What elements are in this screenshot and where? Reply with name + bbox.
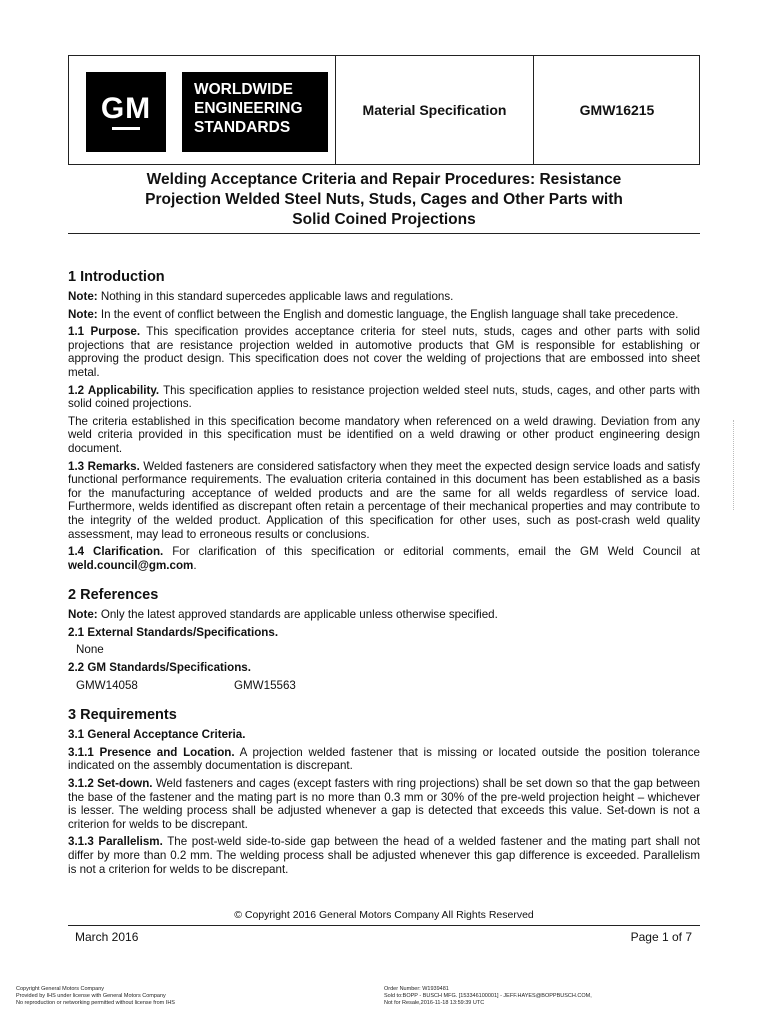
- margin-watermark-dots: [733, 420, 736, 510]
- footer-date: March 2016: [75, 930, 139, 944]
- note-paragraph: [68, 290, 700, 304]
- paragraph-text: A projection welded fastener that is missing or located outside the position tolerance indicated on the assembly documentation is discrepant.: [68, 745, 700, 773]
- parallelism-paragraph: [68, 835, 700, 876]
- section-heading: 2 References: [68, 587, 159, 604]
- paragraph-label: 3.1.3 Parallelism.: [68, 835, 163, 849]
- gm-logo: [86, 72, 166, 152]
- fine-print-line: Copyright General Motors Company: [16, 986, 105, 992]
- paragraph-label: 1.1 Purpose.: [68, 325, 141, 339]
- note-paragraph: [68, 608, 700, 622]
- setdown-paragraph: [68, 777, 700, 831]
- section-heading: 1 Introduction: [68, 269, 165, 285]
- note-label: Note:: [68, 307, 98, 321]
- criteria-paragraph: The criteria established in this specification become mandatory when referenced on a weld drawing. Deviation from any weld criteria provided in this specification must be identified on a weld drawing or other product engineering design document.: [68, 414, 700, 455]
- title-line: Projection Welded Steel Nuts, Studs, Cages and Other Parts with: [145, 191, 623, 208]
- title-rule: [68, 233, 700, 234]
- document-type: Material Specification: [362, 102, 507, 118]
- paragraph-text: Welded fasteners are considered satisfactory when they meet the expected design service loads and satisfy functional performance requirements. The evaluation criteria contained in this document has been established as a basis for the manufacturing acceptance of welded products and are the same for all welds regardless of service load. Furthermore, welds identified as discrepant often retain a percentage of their mechanical properties and may contribute to the integrity of the welded product. Application of this specification for other uses, such as post-crash weld quality assessment, may lead to erroneous results or conclusions.: [68, 459, 701, 541]
- purpose-paragraph: [68, 325, 700, 379]
- paragraph-label: 1.4 Clarification.: [68, 545, 164, 559]
- fine-print-line: No reproduction or networking permitted without license from IHS: [16, 1000, 175, 1006]
- fine-print-line: Not for Resale,2016-11-18 13:59:39 UTC: [384, 1000, 485, 1006]
- paragraph-text: The post-weld side-to-side gap between the head of a welded fastener and the mating part shall not differ by more than 0.2 mm. The welding process shall be adjusted whenever this gap difference is exceeded. Parallelism is not a criterion for welds to be discrepant.: [68, 835, 700, 876]
- worldwide-engineering-standards-logo: [182, 72, 328, 152]
- note-text: In the event of conflict between the English and domestic language, the English language shall take precedence.: [97, 307, 679, 321]
- fine-print-line: Provided by IHS under license with General Motors Company: [16, 993, 166, 999]
- document-title: [68, 170, 700, 230]
- presence-paragraph: [68, 746, 700, 773]
- section-gap: [68, 696, 700, 706]
- standards-line: STANDARDS: [194, 119, 291, 136]
- subsection-heading: [68, 626, 700, 640]
- gm-standard-item: GMW15563: [234, 678, 296, 692]
- note-label: Note:: [68, 290, 98, 303]
- applicability-paragraph: [68, 384, 700, 411]
- footer-rule: [68, 925, 700, 926]
- paragraph-label: 3.1.1 Presence and Location.: [68, 745, 235, 759]
- note-label: Note:: [68, 608, 98, 622]
- subsection-heading: [68, 661, 700, 675]
- gm-logo-underline: [112, 127, 140, 130]
- paragraph-text: Weld fasteners and cages (except fasters with ring projections) shall be set down so that the gap between the base of the fastener and the mating part is no more than 0.3 mm or 30% of the pre-weld projection height – whichever is lesser. The welding process shall be adjusted whenever a gap is detected that exceeds this value. Set-down is not a criterion for welds to be discrepant.: [68, 777, 700, 831]
- document-body: [68, 268, 700, 880]
- paragraph-text: For clarification of this specification or editorial comments, email the GM Weld Council at: [163, 545, 700, 559]
- gm-standard-item: GMW14058: [76, 678, 138, 692]
- note-text: Only the latest approved standards are applicable unless otherwise specified.: [97, 608, 498, 622]
- document-header: [68, 55, 700, 165]
- subsection-title: 3.1 General Acceptance Criteria.: [68, 728, 246, 742]
- paragraph-label: 1.3 Remarks.: [68, 459, 140, 473]
- paragraph-text: This specification provides acceptance criteria for steel nuts, studs, cages and other parts with solid projections that are resistance projection welded in automotive products that GM is responsible for establishing or approving the product design. This specification does not cover the welding of projections that are embossed into sheet metal.: [68, 325, 700, 379]
- external-standards-value: None: [76, 643, 104, 657]
- title-line: Welding Acceptance Criteria and Repair Procedures: Resistance: [146, 171, 622, 188]
- gm-logo-text: GM: [100, 92, 152, 125]
- section-gap: [68, 576, 700, 586]
- paragraph-text: This specification applies to resistance projection welded steel nuts, studs, cages, and other parts with solid coined projections.: [68, 383, 700, 411]
- section-heading: 3 Requirements: [68, 707, 177, 724]
- paragraph-label: 3.1.2 Set-down.: [68, 777, 153, 791]
- subsection-title: 2.2 GM Standards/Specifications.: [68, 661, 251, 675]
- subsection-title: 2.1 External Standards/Specifications.: [68, 625, 279, 639]
- fine-print-line: Order Number: W1939481: [384, 986, 449, 992]
- gm-standards-list: [68, 679, 700, 693]
- license-notice-right: [384, 986, 592, 1007]
- standards-line: WORLDWIDE: [194, 81, 294, 98]
- note-paragraph: [68, 308, 700, 322]
- license-notice-left: [16, 986, 175, 1007]
- standards-line: ENGINEERING: [194, 100, 303, 117]
- note-text: Nothing in this standard supercedes applicable laws and regulations.: [97, 290, 454, 303]
- fine-print-line: Sold to:BOPP - BUSCH MFG. [153346100001] - JEFF.HAYES@BOPPBUSCH.COM,: [384, 993, 592, 999]
- page-number: Page 1 of 7: [630, 930, 692, 944]
- remarks-paragraph: [68, 460, 700, 542]
- paragraph-end: .: [193, 558, 197, 572]
- email-link[interactable]: weld.council@gm.com: [68, 558, 194, 572]
- subsection-heading: [68, 728, 700, 742]
- copyright-notice: © Copyright 2016 General Motors Company All Rights Reserved: [234, 909, 534, 921]
- title-line: Solid Coined Projections: [292, 211, 476, 228]
- paragraph-label: 1.2 Applicability.: [68, 383, 160, 397]
- document-number: GMW16215: [579, 102, 655, 118]
- clarification-paragraph: [68, 545, 700, 572]
